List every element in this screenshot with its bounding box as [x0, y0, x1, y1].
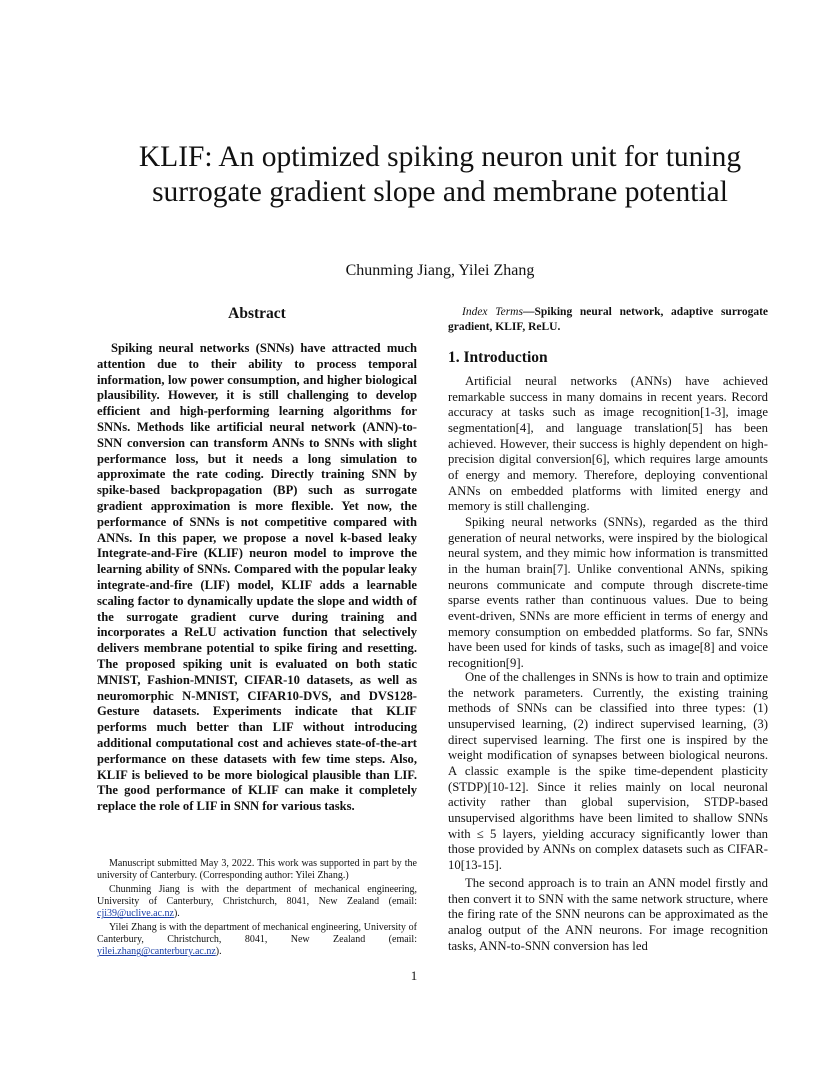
footnote-author-2 — [97, 922, 417, 959]
paper-title: KLIF: An optimized spiking neuron unit for tuning surrogate gradient slope and membrane potential — [138, 141, 742, 208]
index-terms-label: Index Terms — [462, 306, 523, 318]
author-1-email-link[interactable]: cji39@uclive.ac.nz — [97, 908, 174, 920]
intro-paragraph-3: One of the challenges in SNNs is how to train and optimize the network parameters. Currently, the existing training methods of SNNs can be classified into three types: (1) unsupervised learning, (2) indirect supervised learning, (3) direct supervised learning. The first one is inspired by the weight modification of synapses between biological neurons. A classic example is the spike time-dependent plasticity (STDP)[10-12]. Since it relies mainly on local neuronal activity rather than global supervision, STDP-based unsupervised algorithms have been limited to shallow SNNs with ≤ 5 layers, yielding accuracy significantly lower than those provided by ANNs on complex datasets such as CIFAR-10[13-15]. — [448, 670, 768, 872]
intro-paragraph-1: Artificial neural networks (ANNs) have achieved remarkable success in many domains in recent years. Record accuracy at tasks such as image recognition[1-3], image segmentation[4], and language translation[5] has been achieved. However, their success is highly dependent on high-precision digital conversion[6], which requires large amounts of energy and memory. Therefore, deploying conventional ANNs on embedded platforms with limited energy and memory is still challenging. — [448, 374, 768, 514]
abstract-heading: Abstract — [228, 305, 286, 322]
intro-paragraph-2: Spiking neural networks (SNNs), regarded as the third generation of neural networks, were inspired by the biological neural system, and they mimic how information is transmitted in the human brain[7]. Unlike conventional ANNs, spiking neurons communicate and compute through discrete-time sparse events rather than continuous values. Due to being event-driven, SNNs are more efficient in terms of energy and memory consumption on embedded platforms. So far, SNNs have been used for kinds of tasks, such as image[8] and voice recognition[9]. — [448, 515, 768, 670]
footnote-author-1-text: Chunming Jiang is with the department of mechanical engineering, University of Canterbury, Christchurch, 8041, New Zealand (email: — [97, 884, 417, 908]
footnote-author-1-end: ). — [173, 908, 180, 920]
paper-authors: Chunming Jiang, Yilei Zhang — [345, 262, 535, 279]
section-heading-introduction: 1. Introduction — [448, 349, 548, 366]
index-terms-text: —Spiking neural network, adaptive surrogate gradient, KLIF, ReLU. — [448, 306, 768, 333]
author-2-email-link[interactable]: yilei.zhang@canterbury.ac.nz — [97, 946, 216, 958]
abstract-body: Spiking neural networks (SNNs) have attracted much attention due to their ability to process temporal information, low power consumption, and higher biological plausibility. However, it is still challenging to develop efficient and high-performing learning algorithms for SNNs. Methods like artificial neural network (ANN)-to-SNN conversion can transform ANNs to SNNs with slight performance loss, but it needs a long simulation to approximate the rate coding. Directly training SNN by spike-based backpropagation (BP) such as surrogate gradient approximation is more flexible. Yet now, the performance of SNNs is not competitive compared with ANNs. In this paper, we propose a novel k-based leaky Integrate-and-Fire (KLIF) neuron model to improve the learning ability of SNNs. Compared with the popular leaky integrate-and-fire (LIF) model, KLIF adds a learnable scaling factor to dynamically update the slope and width of the surrogate gradient curve during training and incorporates a ReLU activation function that selectively delivers membrane potential to spike firing and resetting. The proposed spiking unit is evaluated on both static MNIST, Fashion-MNIST, CIFAR-10 datasets, as well as neuromorphic N-MNIST, CIFAR10-DVS, and DVS128-Gesture datasets. Experiments indicate that KLIF performs much better than LIF without introducing additional computational cost and achieves state-of-the-art performance on these datasets with few time steps. Also, KLIF is believed to be more biological plausible than LIF. The good performance of KLIF can make it completely replace the role of LIF in SNN for various tasks. — [97, 341, 417, 814]
footnote-manuscript: Manuscript submitted May 3, 2022. This work was supported in part by the university of Canterbury. (Corresponding author: Yilei Zhang.) — [97, 858, 417, 882]
footnote-author-1 — [97, 884, 417, 921]
footnote-author-2-text: Yilei Zhang is with the department of mechanical engineering, University of Canterbury, Christchurch, 8041, New Zealand (email: — [97, 922, 417, 946]
intro-paragraph-4: The second approach is to train an ANN model firstly and then convert it to SNN with the same network structure, where the firing rate of the SNN neurons can be approximated as the analog output of the ANN neurons. For image recognition tasks, ANN-to-SNN conversion has led — [448, 876, 768, 953]
footnote-author-2-end: ). — [215, 946, 222, 958]
page-number: 1 — [410, 968, 418, 983]
index-terms — [448, 305, 768, 334]
